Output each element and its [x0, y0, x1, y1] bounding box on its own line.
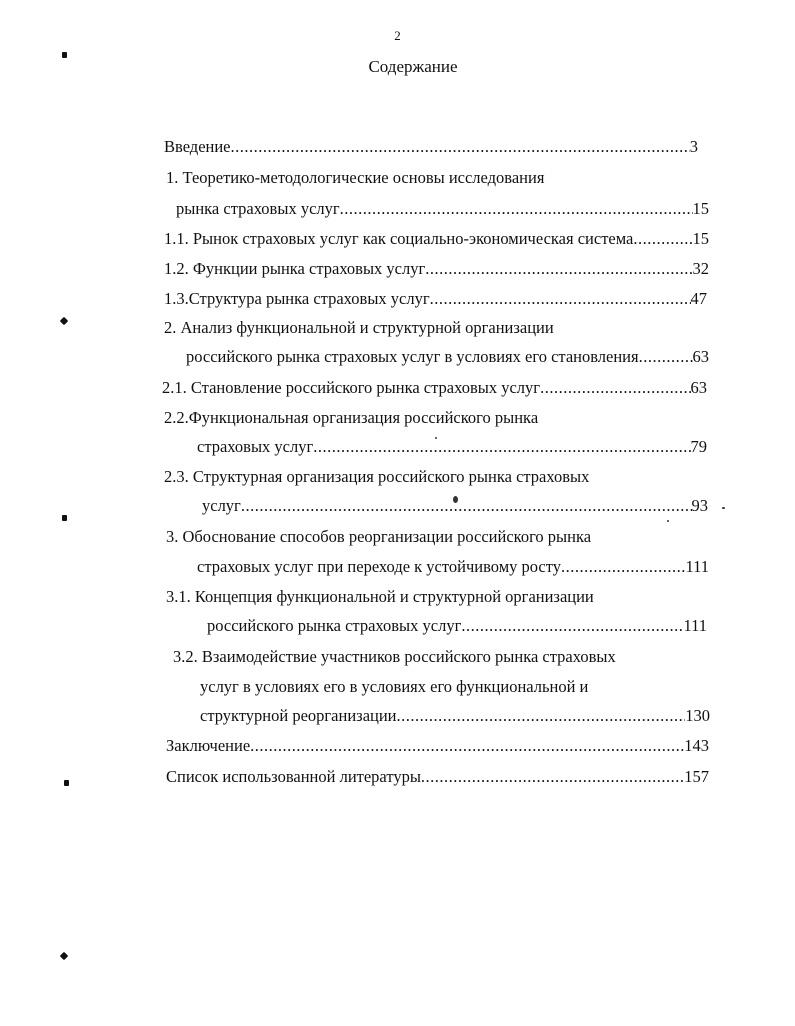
- toc-entry-page: 79: [690, 437, 707, 456]
- binder-mark-icon: [62, 52, 67, 58]
- binder-mark-icon: [62, 515, 67, 521]
- toc-leader-dots: [340, 197, 693, 221]
- toc-entry-title: 1.2. Функции рынка страховых услуг: [164, 259, 426, 278]
- toc-entry-title: 3.1. Концепция функциональной и структурной организации: [166, 587, 594, 606]
- toc-entry: [166, 585, 666, 609]
- toc-entry-page: 47: [690, 289, 707, 308]
- toc-entry-page: 15: [692, 199, 709, 218]
- toc-entry-title: страховых услуг: [197, 437, 314, 456]
- toc-leader-dots: [231, 135, 690, 159]
- toc-leader-dots: [397, 704, 686, 728]
- toc-entry-title: услуг в условиях его в условиях его функциональной и: [200, 677, 589, 696]
- toc-entry-page: 32: [692, 259, 709, 278]
- toc-entry-title: российского рынка страховых услуг в условиях его становления: [186, 347, 639, 366]
- toc-entry: [164, 227, 709, 251]
- toc-entry-page: 3: [689, 137, 698, 156]
- toc-entry-title: российского рынка страховых услуг: [207, 616, 462, 635]
- toc-leader-dots: [425, 257, 692, 281]
- toc-entry: [166, 166, 666, 190]
- toc-entry-title: рынка страховых услуг: [176, 199, 340, 218]
- toc-entry-title: 2. Анализ функциональной и структурной организации: [164, 318, 554, 337]
- toc-entry: [197, 435, 707, 459]
- toc-entry-title: 2.1. Становление российского рынка страховых услуг: [162, 378, 541, 397]
- toc-entry-title: структурной реорганизации: [200, 706, 397, 725]
- toc-leader-dots: [561, 555, 685, 579]
- toc-leader-dots: [313, 435, 690, 459]
- toc-leader-dots: [633, 227, 692, 251]
- toc-entry: [176, 197, 709, 221]
- toc-entry-title: Введение: [164, 137, 231, 156]
- toc-entry-title: 3.2. Взаимодействие участников российского рынка страховых: [173, 647, 616, 666]
- toc-entry-page: 63: [690, 378, 707, 397]
- toc-entry-page: 63: [692, 347, 709, 366]
- toc-leader-dots: [421, 765, 684, 789]
- toc-entry-page: 130: [685, 706, 710, 725]
- toc-entry: [200, 704, 710, 728]
- toc-entry: [166, 525, 666, 549]
- page-title: Содержание: [368, 57, 458, 76]
- toc-entry: [164, 316, 664, 340]
- toc-entry-page: 143: [684, 736, 709, 755]
- scan-speck-icon: [453, 496, 458, 503]
- toc-entry-title: 2.3. Структурная организация российского рынка страховых: [164, 467, 590, 486]
- toc-entry: [200, 675, 680, 699]
- toc-entry: [162, 376, 707, 400]
- scan-speck-icon: [667, 520, 669, 522]
- toc-entry: [164, 135, 698, 159]
- toc-entry: [164, 287, 707, 311]
- toc-leader-dots: [430, 287, 691, 311]
- scan-speck-icon: [722, 507, 725, 509]
- toc-leader-dots: [241, 494, 692, 518]
- toc-leader-dots: [461, 614, 683, 638]
- toc-entry-title: страховых услуг при переходе к устойчивому росту: [197, 557, 561, 576]
- toc-entry-page: 157: [684, 767, 709, 786]
- toc-entry: [164, 257, 709, 281]
- toc-entry-page: 111: [683, 616, 707, 635]
- toc-entry-title: услуг: [202, 496, 241, 515]
- toc-entry-title: Заключение: [166, 736, 251, 755]
- toc-entry-title: Список использованной литературы: [166, 767, 421, 786]
- toc-leader-dots: [639, 345, 693, 369]
- toc-entry-page: 93: [691, 496, 708, 515]
- toc-entry-page: 15: [692, 229, 709, 248]
- toc-entry-page: 111: [685, 557, 709, 576]
- toc-entry-title: 1.1. Рынок страховых услуг как социально-экономическая система: [164, 229, 634, 248]
- toc-entry: [166, 734, 709, 758]
- toc-entry-title: 3. Обоснование способов реорганизации российского рынка: [166, 527, 592, 546]
- binder-mark-icon: [64, 780, 69, 786]
- toc-entry: [164, 465, 664, 489]
- toc-entry: [166, 765, 709, 789]
- page-number: 2: [394, 28, 401, 43]
- toc-leader-dots: [250, 734, 684, 758]
- toc-entry-title: 1. Теоретико-методологические основы исследования: [166, 168, 545, 187]
- scan-speck-icon: [435, 437, 437, 439]
- toc-entry: [197, 555, 709, 579]
- toc-entry: [164, 406, 664, 430]
- toc-leader-dots: [540, 376, 690, 400]
- toc-entry: [173, 645, 673, 669]
- toc-entry: [207, 614, 707, 638]
- toc-entry-title: 1.3.Структура рынка страховых услуг: [164, 289, 430, 308]
- toc-entry: [186, 345, 709, 369]
- toc-entry-title: 2.2.Функциональная организация российского рынка: [164, 408, 539, 427]
